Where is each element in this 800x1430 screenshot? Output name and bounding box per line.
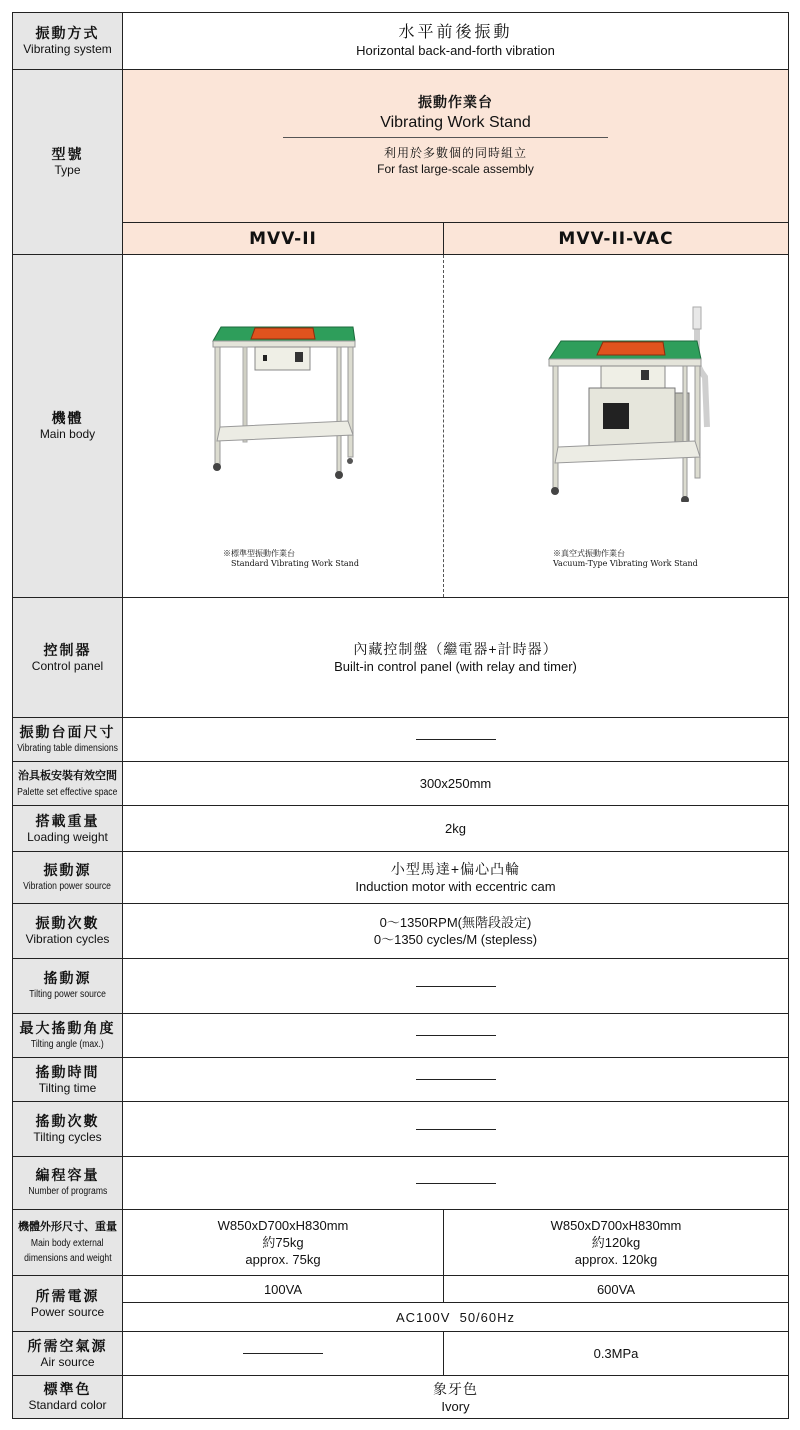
- row-dimensions-weight: [13, 1210, 788, 1276]
- caption-zh: ※標準型振動作業台: [223, 549, 295, 558]
- label-cell: [13, 1058, 123, 1101]
- label-cell: [13, 806, 123, 851]
- label-cell: [13, 1102, 123, 1156]
- dims-right: [444, 1210, 788, 1275]
- label-zh: 編程容量: [35, 1167, 100, 1183]
- label-en: Tilting cycles: [33, 1130, 102, 1144]
- vacuum-grille: [603, 403, 629, 429]
- row-control-panel: [13, 598, 788, 718]
- weight-zh: 約75kg: [262, 1235, 304, 1250]
- empty-dash: [416, 1035, 496, 1036]
- label-zh: 治具板安裝有效空間: [18, 769, 117, 782]
- air-value: 0.3MPa: [593, 1346, 639, 1361]
- label-cell: [13, 762, 123, 805]
- label-zh: 振動方式: [35, 25, 100, 41]
- empty-dash: [416, 1079, 496, 1080]
- value-cell: [123, 904, 788, 958]
- model-name: MVV-II: [249, 228, 317, 249]
- label-en: Tilting time: [38, 1080, 97, 1095]
- value: 300x250mm: [419, 776, 492, 791]
- row-tilting-angle: [13, 1014, 788, 1058]
- label-en: Air source: [40, 1354, 95, 1369]
- label-zh: 搖動時間: [35, 1063, 100, 1080]
- air-right: [444, 1332, 788, 1375]
- vibration-pad: [597, 342, 665, 355]
- value: 2kg: [445, 821, 466, 836]
- label-cell: [13, 904, 123, 958]
- hose-end: [693, 307, 701, 329]
- row-type: [13, 70, 788, 255]
- row-vibration-power: [13, 852, 788, 904]
- leg: [683, 366, 687, 498]
- value-cell: [123, 1376, 788, 1418]
- caption-zh: ※真空式振動作業台: [553, 549, 625, 558]
- power-left: [123, 1276, 444, 1303]
- leg: [348, 347, 353, 457]
- label-zh: 搭載重量: [35, 812, 100, 829]
- label-cell: [13, 1210, 123, 1275]
- caster: [335, 471, 343, 479]
- value-cell: [123, 13, 788, 69]
- label-en: Vibration power source: [23, 880, 112, 892]
- weight-zh: 約120kg: [591, 1235, 641, 1250]
- vacuum-stand-image: [545, 297, 723, 502]
- caption-en: Standard Vibrating Work Stand: [231, 559, 359, 568]
- label-zh: 機體外形尺寸、重量: [18, 1221, 117, 1233]
- value-en: 0～1350 cycles/M (stepless): [373, 932, 538, 947]
- empty-dash: [416, 1183, 496, 1184]
- value-cell: [123, 1014, 788, 1057]
- dims-left: [123, 1210, 444, 1275]
- caster: [681, 496, 689, 502]
- type-title-en: Vibrating Work Stand: [380, 114, 531, 131]
- row-palette-space: [13, 762, 788, 806]
- model-name: MVV-II-VAC: [558, 228, 674, 249]
- dotted-divider: [443, 255, 444, 597]
- value-cell: [123, 959, 788, 1013]
- leg: [695, 366, 700, 478]
- value-zh: 象牙色: [433, 1380, 478, 1397]
- caption-standard: [223, 549, 359, 569]
- label-cell: [13, 1376, 123, 1418]
- value-zh: 內藏控制盤（繼電器+計時器）: [353, 641, 558, 657]
- label-zh: 振動源: [43, 861, 92, 878]
- weight-en: approx. 75kg: [245, 1252, 321, 1267]
- value-zh: 0～1350RPM(無階段設定): [379, 915, 532, 930]
- dims: W850xD700xH830mm: [217, 1218, 349, 1233]
- label-cell: [13, 718, 123, 761]
- row-vibration-cycles: [13, 904, 788, 959]
- empty-dash: [243, 1353, 323, 1354]
- table-edge: [549, 359, 701, 366]
- value-zh: 小型馬達+偏心凸輪: [390, 861, 521, 877]
- label-en: Number of programs: [28, 1186, 107, 1197]
- label-cell: [13, 1276, 123, 1331]
- label-en: Palette set effective space: [17, 786, 118, 798]
- value-en: Ivory: [441, 1398, 470, 1414]
- row-loading-weight: [13, 806, 788, 852]
- label-zh: 控制器: [43, 641, 92, 658]
- row-tilting-power: [13, 959, 788, 1014]
- power-value: 100VA: [263, 1281, 303, 1297]
- lower-shelf: [555, 441, 700, 463]
- label-en: Tilting angle (max.): [31, 1038, 104, 1050]
- value-cell: [123, 1102, 788, 1156]
- empty-dash: [416, 1129, 496, 1130]
- caster: [213, 463, 221, 471]
- label-zh: 最大搖動角度: [19, 1019, 116, 1036]
- label-cell: [13, 1157, 123, 1209]
- value-cell: [123, 718, 788, 761]
- label-cell: [13, 70, 123, 254]
- table-edge: [213, 341, 355, 347]
- model-left: [123, 223, 444, 254]
- type-desc-zh: 利用於多數個的同時組立: [383, 146, 527, 160]
- air-left: [123, 1332, 444, 1375]
- caster: [347, 458, 353, 464]
- label-en: Main body external: [31, 1238, 104, 1249]
- power-common: [123, 1304, 788, 1331]
- label-en: dimensions and weight: [23, 1253, 112, 1264]
- leg: [215, 347, 220, 465]
- label-zh: 振動台面尺寸: [19, 723, 116, 740]
- value-zh: 水平前後振動: [398, 23, 513, 41]
- row-tilting-time: [13, 1058, 788, 1102]
- leg: [337, 347, 341, 472]
- value-cell: [123, 806, 788, 851]
- caster: [551, 487, 559, 495]
- row-power-source: [13, 1276, 788, 1332]
- label-en: Vibrating table dimensions: [17, 742, 118, 754]
- dims: W850xD700xH830mm: [550, 1218, 682, 1233]
- label-en: Loading weight: [27, 829, 108, 844]
- empty-dash: [416, 739, 496, 740]
- label-en: Standard color: [28, 1398, 107, 1412]
- label-en: Vibrating system: [23, 42, 112, 56]
- label-cell: [13, 852, 123, 903]
- control-knob: [295, 352, 303, 362]
- standard-stand-image: [203, 315, 363, 480]
- empty-dash: [416, 986, 496, 987]
- value-en: Induction motor with eccentric cam: [355, 879, 556, 894]
- value-cell: [123, 1058, 788, 1101]
- label-zh: 振動次數: [35, 915, 100, 931]
- label-cell: [13, 13, 123, 69]
- control-knob: [641, 370, 649, 380]
- caption-vacuum: [553, 549, 698, 569]
- value-cell: [123, 1157, 788, 1209]
- power-common-value: AC100V 50/60Hz: [395, 1310, 516, 1325]
- label-cell: [13, 959, 123, 1013]
- row-vibrating-system: [13, 13, 788, 70]
- value-cell: [123, 598, 788, 717]
- control-switch: [263, 355, 267, 361]
- label-zh: 搖動次數: [35, 1113, 100, 1129]
- value-en: Built-in control panel (with relay and timer): [334, 659, 577, 674]
- type-desc-en: For fast large-scale assembly: [377, 162, 534, 176]
- label-cell: [13, 598, 123, 717]
- label-en: Vibration cycles: [25, 932, 110, 946]
- type-title-zh: 振動作業台: [418, 94, 493, 110]
- label-cell: [13, 1332, 123, 1375]
- model-right: [444, 223, 788, 254]
- value-cell: [123, 852, 788, 903]
- label-cell: [13, 255, 123, 597]
- row-table-dimensions: [13, 718, 788, 762]
- weight-en: approx. 120kg: [574, 1252, 658, 1267]
- leg: [553, 366, 558, 488]
- label-cell: [13, 1014, 123, 1057]
- row-main-body: [13, 255, 788, 598]
- label-zh: 標準色: [43, 1381, 92, 1397]
- power-value: 600VA: [596, 1281, 636, 1297]
- row-programs: [13, 1157, 788, 1210]
- label-en: Type: [54, 163, 81, 177]
- row-air-source: [13, 1332, 788, 1376]
- label-zh: 型號: [51, 146, 84, 162]
- label-zh: 所需電源: [35, 1287, 100, 1304]
- caption-en: Vacuum-Type Vibrating Work Stand: [553, 559, 698, 568]
- label-en: Tilting power source: [29, 989, 106, 1000]
- value-cell: [123, 762, 788, 805]
- label-en: Control panel: [31, 658, 104, 673]
- control-box: [601, 366, 665, 388]
- spec-table: [12, 12, 789, 1419]
- label-en: Main body: [39, 427, 96, 441]
- type-band: [123, 70, 788, 223]
- lower-shelf: [217, 421, 353, 441]
- label-zh: 機體: [51, 410, 84, 426]
- row-standard-color: [13, 1376, 788, 1418]
- type-divider: [283, 137, 608, 138]
- vibration-pad: [251, 328, 315, 339]
- value-en: Horizontal back-and-forth vibration: [356, 42, 555, 58]
- label-zh: 搖動源: [43, 970, 92, 986]
- power-right: [444, 1276, 788, 1303]
- label-en: Power source: [30, 1304, 105, 1319]
- row-tilting-cycles: [13, 1102, 788, 1157]
- label-zh: 所需空氣源: [27, 1337, 108, 1354]
